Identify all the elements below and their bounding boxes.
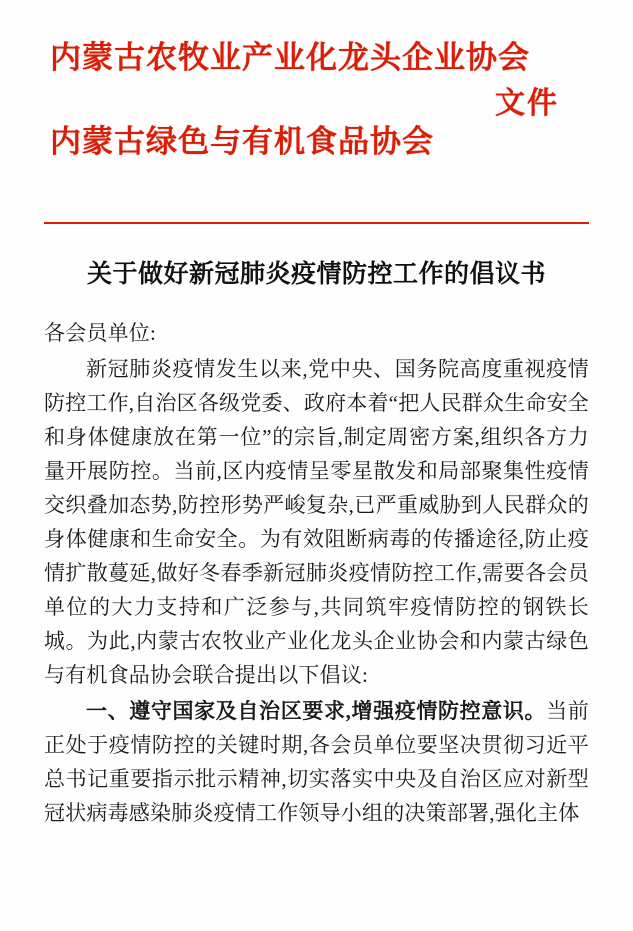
letterhead-doc-word: 文件 bbox=[495, 86, 559, 121]
section-one-heading: 一、遵守国家及自治区要求,增强疫情防控意识。 bbox=[86, 699, 547, 724]
document-body bbox=[44, 316, 589, 830]
salutation: 各会员单位: bbox=[44, 321, 157, 345]
body-paragraph-1: 新冠肺炎疫情发生以来,党中央、国务院高度重视疫情防控工作,自治区各级党委、政府本着“把人民群众生命安全和身体健康放在第一位”的宗旨,制定周密方案,组织各方力量开展防控。当前,区内疫情呈零星散发和局部聚集性疫情交织叠加态势,防控形势严峻复杂,已严重威胁到人民群众的身体健康和生命安全。为有效阻断病毒的传播途径,防止疫情扩散蔓延,做好冬春季新冠肺炎疫情防控工作,需要各会员单位的大力支持和广泛参与,共同筑牢疫情防控的钢铁长城。为此,内蒙古农牧业产业化龙头企业协会和内蒙古绿色与有机食品协会联合提出以下倡议: bbox=[44, 357, 589, 688]
letterhead-org-line-1: 内蒙古农牧业产业化龙头企业协会 bbox=[50, 40, 530, 76]
section-one-text: 当前正处于疫情防控的关键时期,各会员单位要坚决贯彻习近平总书记重要指示批示精神,切实落实中央及自治区应对新型冠状病毒感染肺炎疫情工作领导小组的决策部署,强化主体 bbox=[44, 699, 589, 826]
red-divider-rule bbox=[44, 222, 589, 224]
letterhead bbox=[44, 0, 589, 160]
letterhead-org-line-2: 内蒙古绿色与有机食品协会 bbox=[50, 124, 434, 160]
page-title: 关于做好新冠肺炎疫情防控工作的倡议书 bbox=[86, 259, 546, 288]
section-one-paragraph bbox=[44, 694, 589, 830]
